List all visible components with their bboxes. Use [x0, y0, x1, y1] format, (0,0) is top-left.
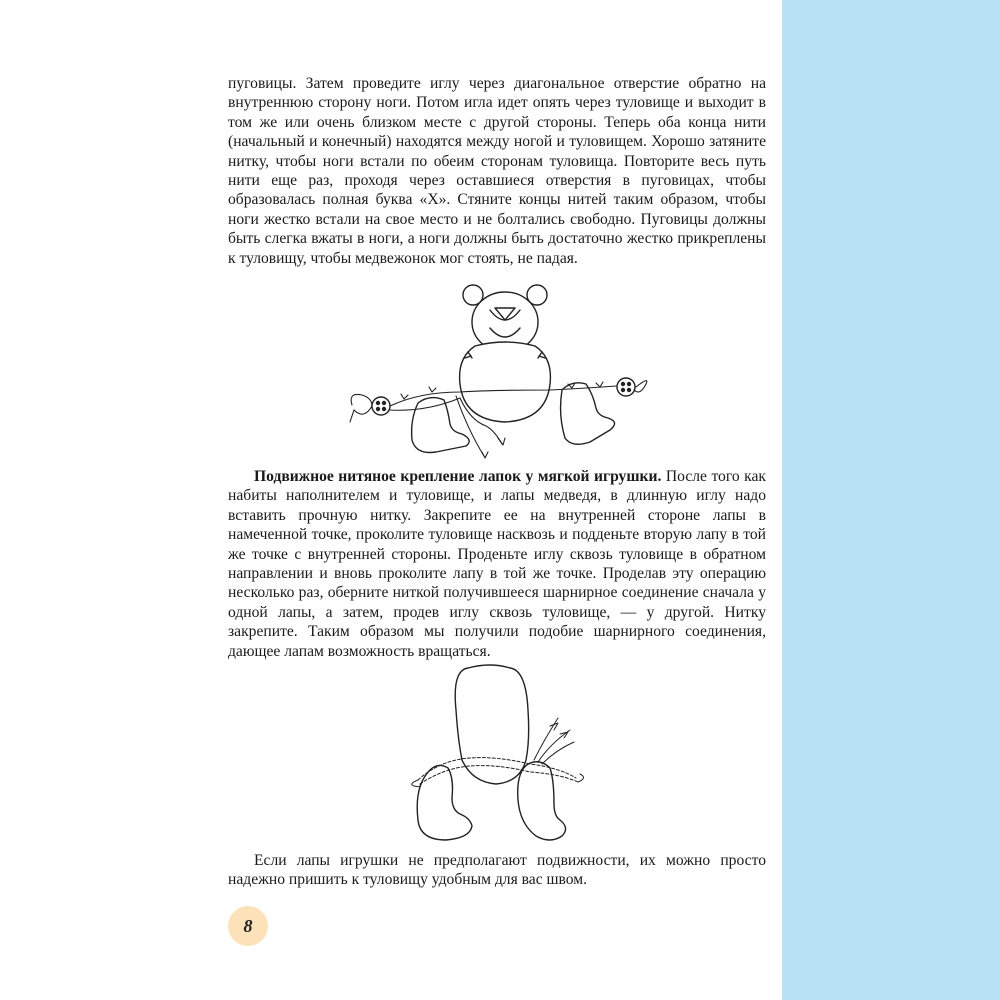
right-leg: [561, 383, 615, 444]
page-number-badge: [228, 906, 268, 946]
bear-body: [460, 342, 551, 422]
text-block-bottom: [228, 851, 766, 890]
right-button: [617, 378, 635, 396]
left-leg: [412, 398, 470, 453]
joint-left-leg: [417, 765, 472, 840]
page-number: 8: [243, 915, 253, 936]
left-button: [372, 397, 390, 415]
text-block-middle: [228, 467, 766, 661]
text-block-top: [228, 74, 766, 268]
thread-joint-illustration: [410, 660, 595, 845]
paragraph-3: Если лапы игрушки не предполагают подвижности, их можно просто надежно пришить к туловищу удобным для вас швом.: [228, 852, 766, 889]
bear-button-joint-illustration: [340, 280, 660, 460]
paragraph-1: пуговицы. Затем проведите иглу через диагональное отверстие обратно на внутреннюю сторону ноги. Потом игла идет опять через туловище и выходит в том же или очень близком месте с другой стороны. Теперь оба конца нити (начальный и конечный) находятся между ногой и туловищем. Хорошо затяните нитку, чтобы ноги встали по обеим сторонам туловища. Повторите весь путь нити еще раз, проходя через оставшиеся отверстия в пуговицах, чтобы образовалась полная буква «Х». Стяните концы нитей таким образом, чтобы ноги жестко встали на свое место и не болтались свободно. Пуговицы должны быть слегка вжаты в ноги, а ноги должны быть достаточно жестко прикреплены к туловищу, чтобы медвежонок мог стоять, не падая.: [228, 75, 766, 267]
paragraph-2-body: После того как набиты наполнителем и туловище, и лапы медведя, в длинную иглу надо вставить прочную нитку. Закрепите ее на внутренней стороне лапы в намеченной точке, проколите туловище насквозь и подденьте вторую лапу в той же точке с внутренней стороны. Проденьте иглу сквозь туловище в обратном направлении и вновь проколите лапу в той же точке. Проделав эту операцию несколько раз, оберните ниткой получившееся шарнирное соединение сначала у одной лапы, а затем, продев иглу сквозь туловище, — у другой. Нитку закрепите. Таким образом мы получили подобие шарнирного соединения, дающее лапам возможность вращаться.: [228, 468, 766, 660]
paragraph-2-lead: Подвижное нитяное крепление лапок у мягкой игрушки.: [254, 468, 662, 485]
paragraph-2: [228, 467, 766, 661]
side-accent-strip: [782, 0, 1000, 1000]
